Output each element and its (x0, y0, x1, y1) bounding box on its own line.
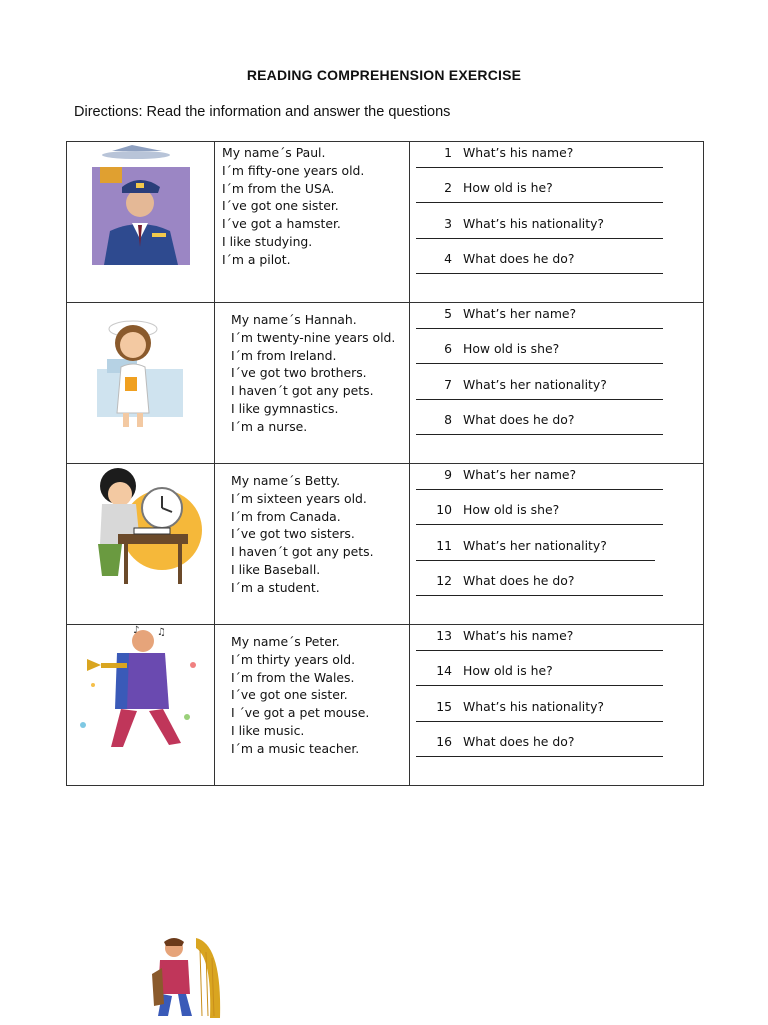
question-list (410, 142, 703, 302)
worksheet-table (66, 141, 704, 786)
question-item: 4 What does he do? (416, 250, 666, 286)
answer-line[interactable] (416, 273, 663, 274)
question-item: 15 What’s his nationality? (416, 698, 666, 734)
answer-line[interactable] (416, 434, 663, 435)
question-list (410, 464, 703, 624)
svg-text:♫: ♫ (157, 627, 166, 638)
person-description: My name´s Peter. I´m thirty years old. I´m from the Wales. I´ve got one sister. I ´ve got a pet mouse. I like music. I´m a music teacher. (231, 634, 370, 756)
table-row (67, 303, 704, 464)
pilot-icon (67, 142, 215, 302)
question-item: 14 How old is he? (416, 662, 666, 698)
person-description: My name´s Paul. I´m fifty-one years old. I´m from the USA. I´ve got one sister. I´ve got a hamster. I like studying. I´m a pilot. (222, 145, 365, 267)
table-row (67, 464, 704, 625)
harp-player-icon (152, 934, 226, 1025)
student-icon (67, 464, 215, 624)
question-list (410, 303, 703, 463)
answer-line[interactable] (416, 167, 663, 168)
question-item: 3 What’s his nationality? (416, 215, 666, 251)
answer-line[interactable] (416, 489, 663, 490)
answer-line[interactable] (416, 202, 663, 203)
answer-line[interactable] (416, 328, 663, 329)
question-item: 13 What’s his name? (416, 627, 666, 663)
trumpet-player-icon (67, 625, 215, 785)
answer-line[interactable] (416, 685, 663, 686)
question-item: 10 How old is she? (416, 501, 666, 537)
table-row (67, 142, 704, 303)
answer-line[interactable] (416, 524, 663, 525)
answer-line[interactable] (416, 363, 663, 364)
question-item: 11 What’s her nationality? (416, 537, 666, 573)
answer-line[interactable] (416, 721, 663, 722)
question-list (410, 625, 703, 785)
answer-line[interactable] (416, 399, 663, 400)
person-description: My name´s Hannah. I´m twenty-nine years old. I´m from Ireland. I´ve got two brothers. I haven´t got any pets. I like gymnastics. I´m a nurse. (231, 312, 396, 434)
directions-text: Directions: Read the information and answer the questions (74, 104, 451, 120)
answer-line[interactable] (416, 560, 655, 561)
svg-text:♪: ♪ (133, 625, 140, 636)
question-item: 6 How old is she? (416, 340, 666, 376)
answer-line[interactable] (416, 238, 663, 239)
nurse-icon (67, 303, 215, 463)
answer-line[interactable] (416, 650, 663, 651)
person-description: My name´s Betty. I´m sixteen years old. I´m from Canada. I´ve got two sisters. I haven´t got any pets. I like Baseball. I´m a student. (231, 473, 374, 595)
question-item: 12 What does he do? (416, 572, 666, 608)
answer-line[interactable] (416, 595, 663, 596)
answer-line[interactable] (416, 756, 663, 757)
table-row (67, 625, 704, 786)
question-item: 1 What’s his name? (416, 144, 666, 180)
question-item: 8 What does he do? (416, 411, 666, 447)
question-item: 5 What’s her name? (416, 305, 666, 341)
question-item: 2 How old is he? (416, 179, 666, 215)
worksheet-title: READING COMPREHENSION EXERCISE (246, 67, 522, 83)
question-item: 7 What’s her nationality? (416, 376, 666, 412)
question-item: 9 What’s her name? (416, 466, 666, 502)
question-item: 16 What does he do? (416, 733, 666, 769)
